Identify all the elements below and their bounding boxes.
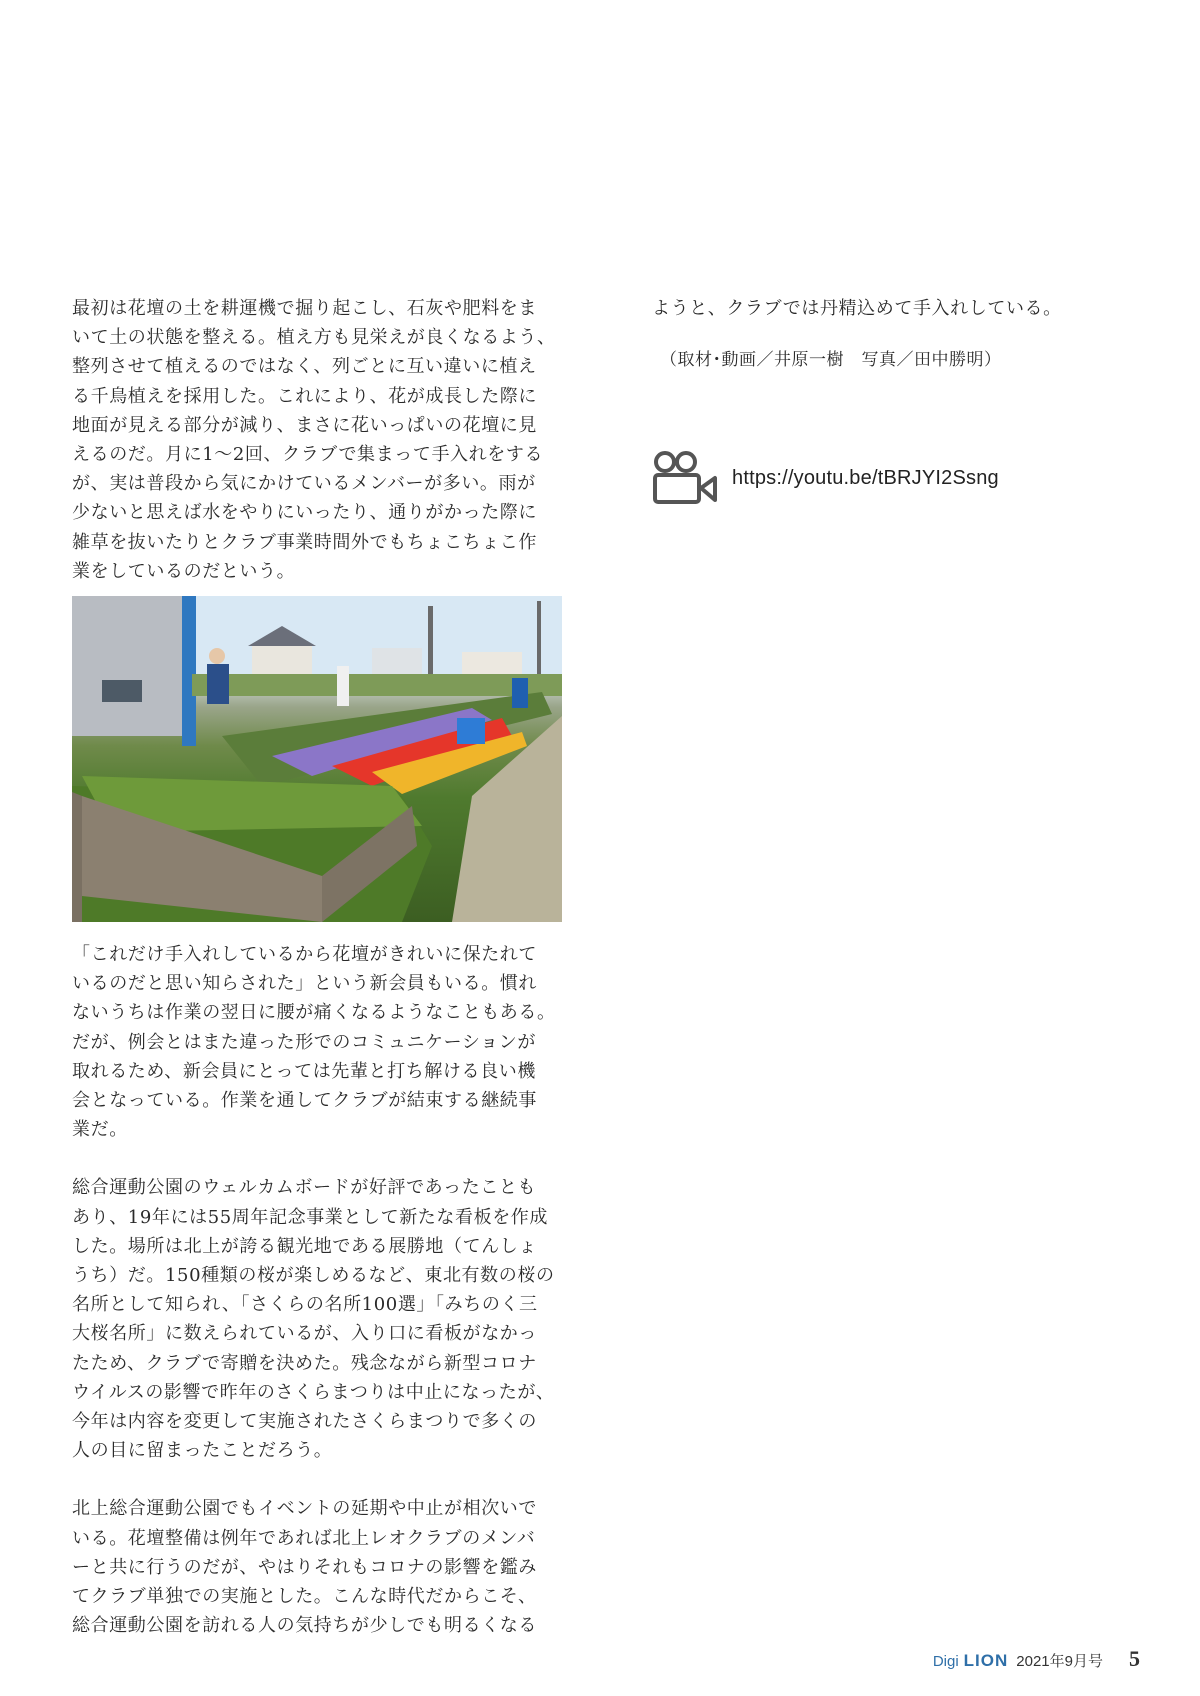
footer-issue: 2021年9月号	[1016, 1653, 1103, 1670]
right-column	[652, 294, 1132, 489]
credit-line: （取材･動画／井原一樹 写真／田中勝明）	[660, 350, 1002, 371]
article-paragraph-3: 総合運動公園のウェルカムボードが好評であったことも あり、19年には55周年記念事業として新たな看板を作成 した。場所は北上が誇る観光地である展勝地（てんしょ うち）だ。150種類の桜が楽しめるなど、東北有数の桜の 名所として知られ、「さくらの名所100選」「みちのく三 大桜名所」に数えられているが、入り口に看板がなかっ たため、クラブで寄贈を決めた。残念ながら新型コロナ ウイルスの影響で昨年のさくらまつりは中止になったが、 今年は内容を変更して実施されたさくらまつりで多くの 人の目に留まったことだろう。	[72, 1177, 555, 1462]
footer-digi: Digi	[932, 1653, 959, 1670]
video-link-row[interactable]	[652, 450, 999, 506]
page-footer	[933, 1646, 1140, 1672]
flowerbed-photo	[72, 596, 562, 922]
video-camera-icon	[652, 450, 718, 506]
article-paragraph-4: 北上総合運動公園でもイベントの延期や中止が相次いで いる。花壇整備は例年であれば北上レオクラブのメンバ ーと共に行うのだが、やはりそれもコロナの影響を鑑み てクラブ単独での実施とした。こんな時代だからこそ、 総合運動公園を訪れる人の気持ちが少しでも明るくなる	[72, 1498, 537, 1637]
article-paragraph-2: 「これだけ手入れしているから花壇がきれいに保たれて いるのだと思い知らされた」という新会員もいる。慣れ ないうちは作業の翌日に腰が痛くなるようなこともある。 だが、例会とはまた違った形でのコミュニケーションが 取れるため、新会員にとっては先輩と打ち解ける良い機 会となっている。作業を通してクラブが結束する継続事 業だ。	[72, 944, 556, 1141]
left-column	[72, 294, 572, 1641]
article-paragraph-1: 最初は花壇の土を耕運機で掘り起こし、石灰や肥料をま いて土の状態を整える。植え方も見栄えが良くなるよう、 整列させて植えるのではなく、列ごとに互い違いに植え る千鳥植えを採用した。これにより、花が成長した際に 地面が見える部分が減り、まさに花いっぱいの花壇に見 えるのだ。月に1〜2回、クラブで集まって手入れをする が、実は普段から気にかけているメンバーが多い。雨が 少ないと思えば水をやりにいったり、通りがかった際に 雑草を抜いたりとクラブ事業時間外でもちょこちょこ作 業をしているのだという。	[72, 298, 556, 582]
footer-lion-logo: LION	[963, 1651, 1009, 1670]
article-paragraph-5: ようと、クラブでは丹精込めて手入れしている。	[652, 298, 1062, 319]
page-number: 5	[1129, 1646, 1140, 1671]
video-url-link[interactable]: https://youtu.be/tBRJYI2Ssng	[732, 466, 999, 489]
